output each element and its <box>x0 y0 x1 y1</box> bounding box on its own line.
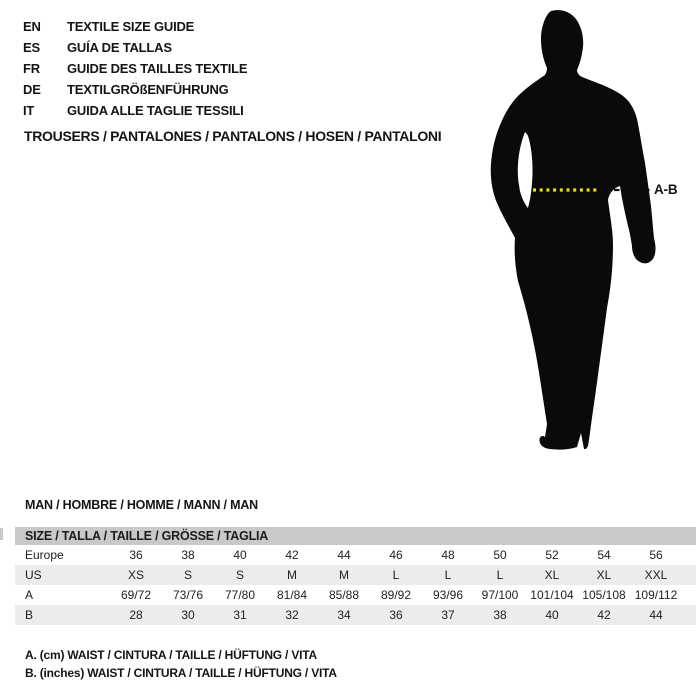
cell: 40 <box>233 548 247 562</box>
cell-spacer <box>682 585 696 605</box>
cell-spacer <box>682 565 696 585</box>
cell: 37 <box>422 605 474 625</box>
cell: 85/88 <box>328 588 360 602</box>
cell: 56 <box>649 548 663 562</box>
table-row <box>15 545 696 565</box>
section-title: MAN / HOMBRE / HOMME / MANN / MAN <box>25 498 258 512</box>
language-code: FR <box>23 61 40 76</box>
cell: L <box>422 565 474 585</box>
cell: 77/80 <box>224 588 256 602</box>
language-title: TEXTILE SIZE GUIDE <box>67 19 195 34</box>
row-label: US <box>15 565 110 585</box>
cell: S <box>162 565 214 585</box>
row-label: A <box>25 588 34 602</box>
language-title: GUÍA DE TALLAS <box>67 40 172 55</box>
language-code: ES <box>23 40 40 55</box>
cell: L <box>370 565 422 585</box>
cell: 42 <box>578 605 630 625</box>
cell: 36 <box>129 548 143 562</box>
language-title: GUIDA ALLE TAGLIE TESSILI <box>67 103 244 118</box>
header-bar-edge-sliver <box>0 528 3 540</box>
language-title: GUIDE DES TAILLES TEXTILE <box>67 61 248 76</box>
man-silhouette <box>491 10 656 450</box>
cell: 109/112 <box>634 588 678 602</box>
cell: XL <box>526 565 578 585</box>
cell: 93/96 <box>432 588 464 602</box>
table-row <box>15 585 696 605</box>
row-label: Europe <box>25 548 64 562</box>
cell: XXL <box>630 565 682 585</box>
language-code: IT <box>23 103 35 118</box>
cell: 81/84 <box>276 588 308 602</box>
cell: L <box>474 565 526 585</box>
cell: 50 <box>493 548 507 562</box>
cell: XS <box>110 565 162 585</box>
cell: 48 <box>441 548 455 562</box>
cell: 42 <box>285 548 299 562</box>
cell: M <box>266 565 318 585</box>
cell: 30 <box>162 605 214 625</box>
cell: 69/72 <box>120 588 152 602</box>
cell: 31 <box>214 605 266 625</box>
size-table <box>15 527 696 625</box>
cell: 54 <box>597 548 611 562</box>
cell: 32 <box>266 605 318 625</box>
cell: 101/104 <box>530 588 574 602</box>
cell: 52 <box>545 548 559 562</box>
cell: 36 <box>370 605 422 625</box>
footnotes <box>25 646 337 682</box>
cell: S <box>214 565 266 585</box>
cell: 34 <box>318 605 370 625</box>
language-title: TEXTILGRÖßENFÜHRUNG <box>67 82 229 97</box>
language-code: DE <box>23 82 41 97</box>
cell: 97/100 <box>481 588 519 602</box>
cell: 44 <box>630 605 682 625</box>
cell: 73/76 <box>172 588 204 602</box>
cell: 38 <box>181 548 195 562</box>
cell-spacer <box>682 545 696 565</box>
table-header-row <box>15 527 696 545</box>
cell: XL <box>578 565 630 585</box>
table-row <box>15 565 696 585</box>
cell: 38 <box>474 605 526 625</box>
footnote-a: A. (cm) WAIST / CINTURA / TAILLE / HÜFTUNG / VITA <box>25 648 317 662</box>
cell: 89/92 <box>380 588 412 602</box>
language-code: EN <box>23 19 41 34</box>
cell: 46 <box>389 548 403 562</box>
cell: 44 <box>337 548 351 562</box>
cell: 105/108 <box>582 588 626 602</box>
table-row <box>15 605 696 625</box>
table-header: SIZE / TALLA / TAILLE / GRÖSSE / TAGLIA <box>15 527 696 545</box>
cell: 28 <box>110 605 162 625</box>
row-label: B <box>15 605 110 625</box>
cell: 40 <box>526 605 578 625</box>
measure-label: A-B <box>654 182 678 197</box>
category-title: TROUSERS / PANTALONES / PANTALONS / HOSEN / PANTALONI <box>24 128 442 144</box>
cell-spacer <box>682 605 696 625</box>
footnote-b: B. (inches) WAIST / CINTURA / TAILLE / HÜFTUNG / VITA <box>25 666 337 680</box>
cell: M <box>318 565 370 585</box>
